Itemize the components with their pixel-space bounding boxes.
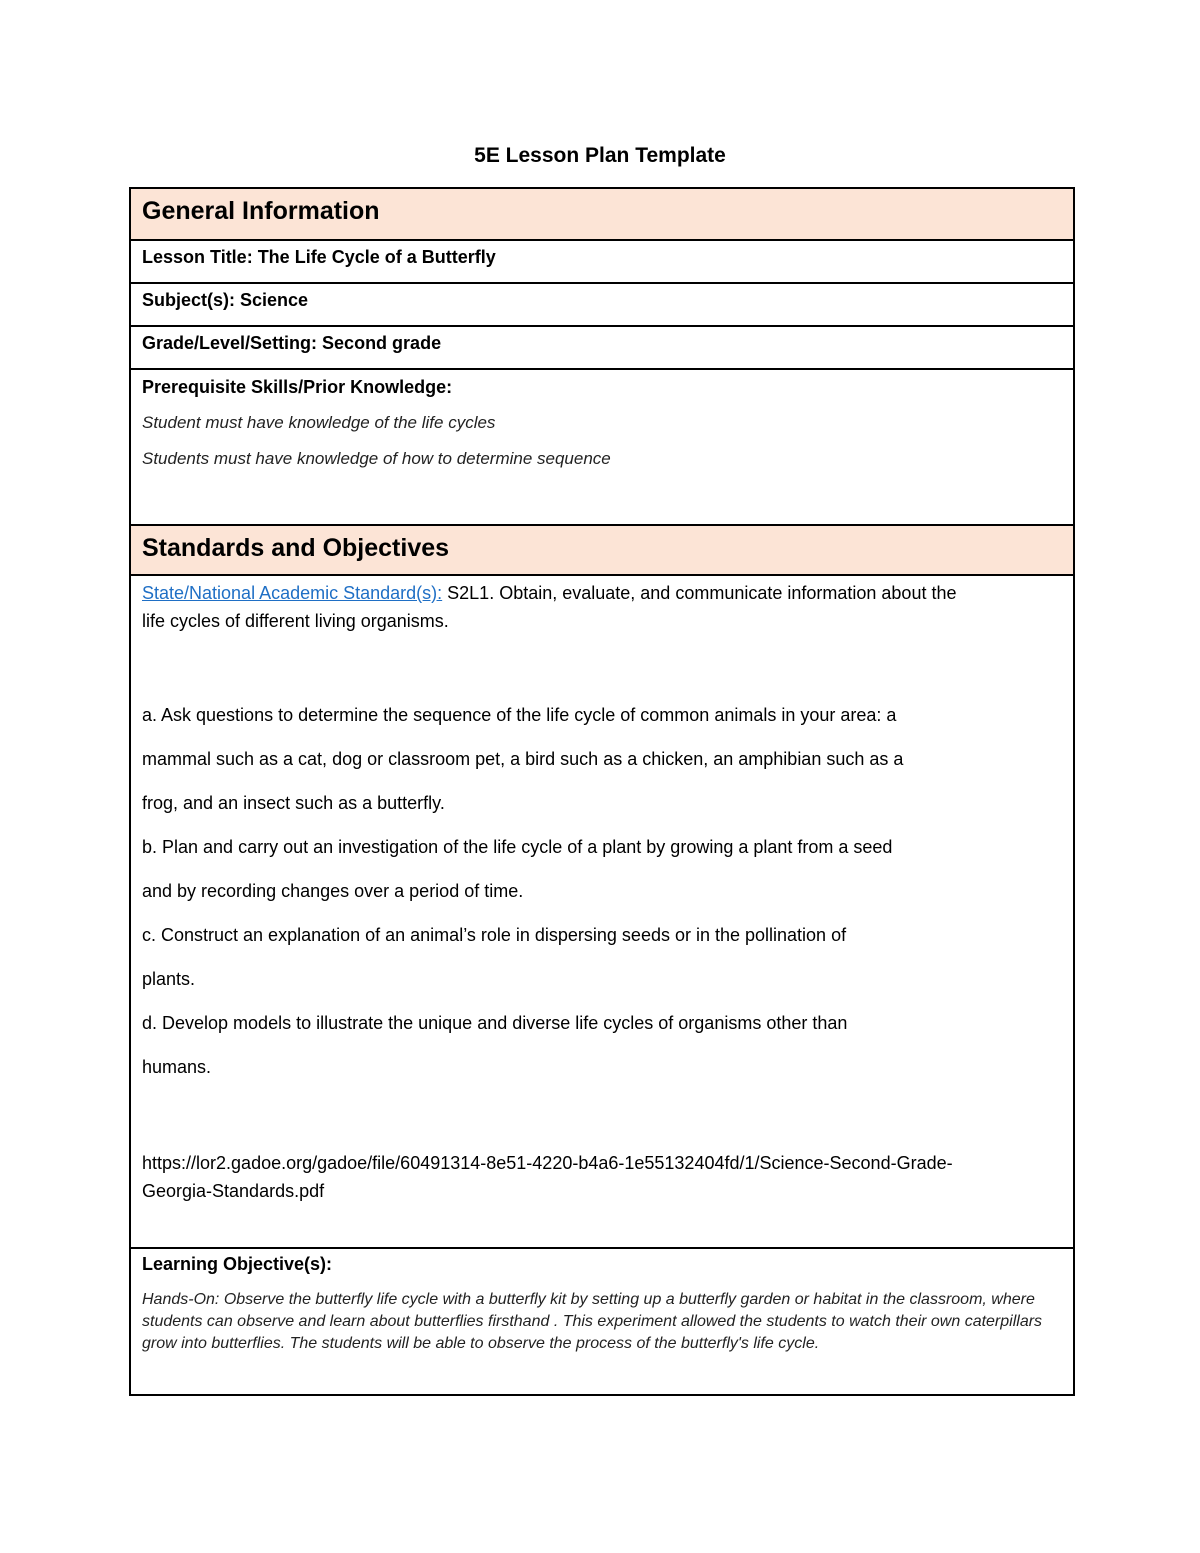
learning-objectives-text: Hands-On: Observe the butterfly life cycle with a butterfly kit by setting up a butterfly garden or habitat in the classroom, where students can observe and learn about butterflies firsthand . This experiment allowed the students to watch their own caterpillars grow into butterflies. The students will be able to observe the process of the butterfly's life cycle.	[142, 1291, 1043, 1352]
prerequisite-label: Prerequisite Skills/Prior Knowledge:	[142, 377, 453, 397]
standard-item-line: frog, and an insect such as a butterfly.	[142, 793, 445, 813]
standard-item-line: plants.	[142, 969, 196, 989]
standard-item-line: humans.	[142, 1057, 212, 1077]
grade-level-field: Grade/Level/Setting: Second grade	[131, 325, 1073, 368]
academic-standards-link[interactable]: State/National Academic Standard(s):	[142, 583, 443, 603]
standards-objectives-header: Standards and Objectives	[131, 524, 1073, 574]
lesson-plan-table	[129, 187, 1075, 1396]
standards-url	[142, 1149, 1063, 1205]
standard-item-line: d. Develop models to illustrate the unique and diverse life cycles of organisms other than	[142, 1013, 848, 1033]
learning-objectives-cell	[131, 1247, 1073, 1394]
prerequisite-item: Student must have knowledge of the life cycles	[142, 413, 496, 432]
standard-item-line: c. Construct an explanation of an animal’s role in dispersing seeds or in the pollination of	[142, 925, 847, 945]
standards-url-line: https://lor2.gadoe.org/gadoe/file/60491314-8e51-4220-b4a6-1e55132404fd/1/Science-Second-Grade-	[142, 1153, 953, 1173]
lesson-title-field: Lesson Title: The Life Cycle of a Butterfly	[131, 239, 1073, 282]
standard-intro	[142, 579, 1063, 635]
document-title: 5E Lesson Plan Template	[474, 144, 726, 167]
standard-item-line: and by recording changes over a period of time.	[142, 881, 524, 901]
standards-url-line: Georgia-Standards.pdf	[142, 1181, 325, 1201]
learning-objectives-label: Learning Objective(s):	[142, 1254, 333, 1274]
standard-intro-line	[142, 579, 1063, 607]
standard-intro-line: life cycles of different living organisms.	[142, 611, 449, 631]
standard-item-line: a. Ask questions to determine the sequence of the life cycle of common animals in your area: a	[142, 705, 897, 725]
standard-item-line: mammal such as a cat, dog or classroom pet, a bird such as a chicken, an amphibian such as a	[142, 749, 904, 769]
prerequisite-item: Students must have knowledge of how to determine sequence	[142, 449, 611, 468]
general-information-header: General Information	[131, 189, 1073, 239]
subjects-field: Subject(s): Science	[131, 282, 1073, 325]
standard-code-text: S2L1. Obtain, evaluate, and communicate information about the	[442, 583, 957, 603]
standards-cell	[131, 574, 1073, 1247]
standard-item-line: b. Plan and carry out an investigation of the life cycle of a plant by growing a plant from a seed	[142, 837, 893, 857]
prerequisite-skills-cell	[131, 368, 1073, 524]
